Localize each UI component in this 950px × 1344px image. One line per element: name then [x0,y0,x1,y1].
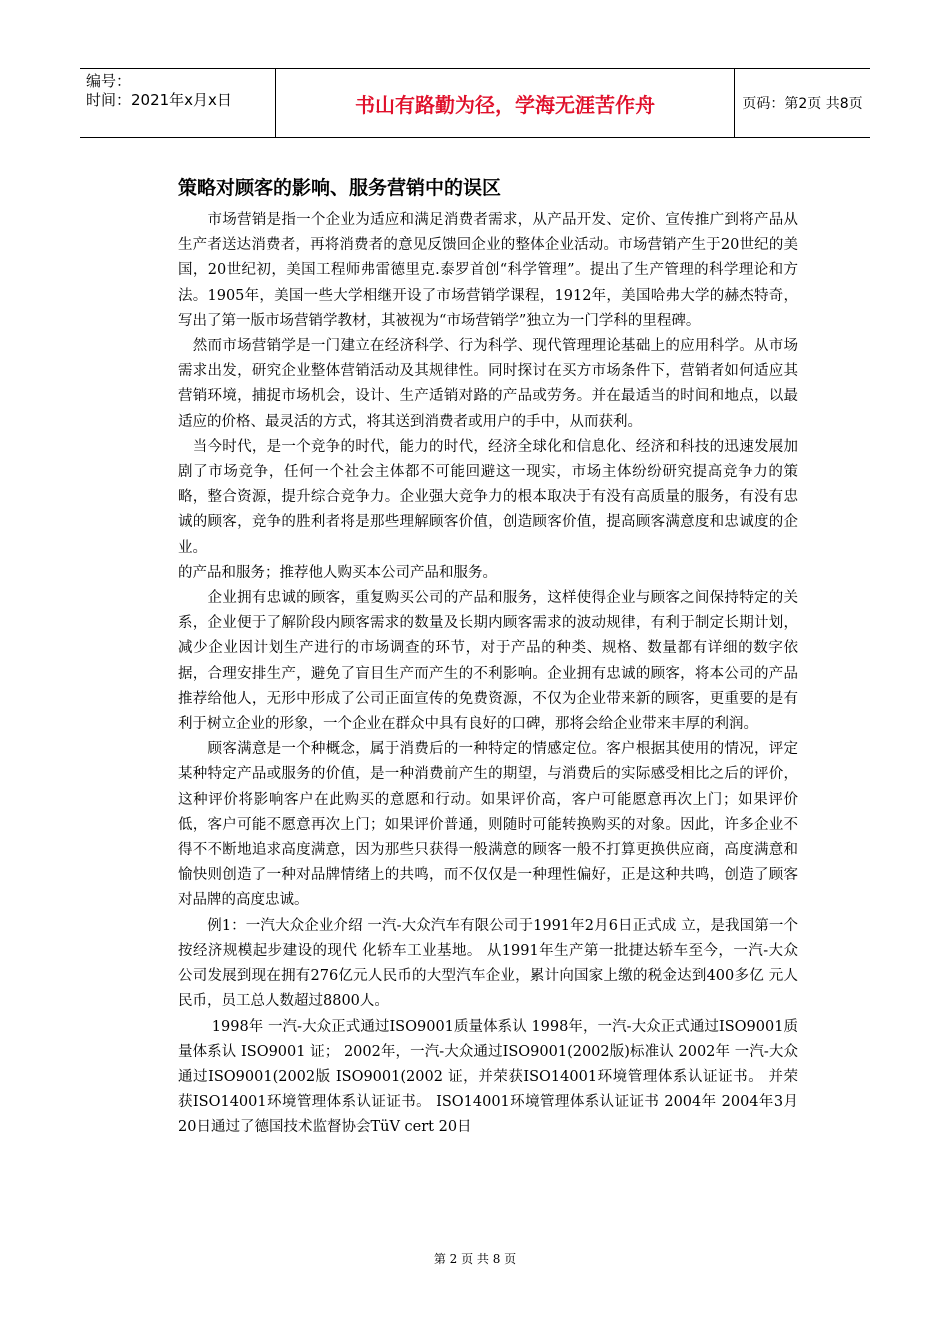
number-label: 编号： [86,72,132,90]
paragraph: 1998年 一汽-大众正式通过ISO9001质量体系认 1998年，一汽-大众正式通过ISO9001质量体系认 ISO9001 证； 2002年，一汽-大众通过ISO9001(2002版)标准认 2002年 一汽-大众通过ISO9001(2002版 ISO9001(2002 证，并荣获ISO14001环境管理体系认证证书。 并荣获ISO14001环境管理体系认证证书。 ISO14001环境管理体系认证证书 2004年 2004年3月20日通过了德国技术监督协会TüV cert 20日 [178,1018,798,1136]
paragraph: 的产品和服务；推荐他人购买本公司产品和服务。 [178,564,497,581]
paragraph: 顾客满意是一个种概念，属于消费后的一种特定的情感定位。客户根据其使用的情况，评定某种特定产品或服务的价值，是一种消费前产生的期望，与消费后的实际感受相比之后的评价，这种评价将影响客户在此购买的意愿和行动。如果评价高，客户可能愿意再次上门；如果评价低，客户可能不愿意再次上门；如果评价普通，则随时可能转换购买的对象。因此，许多企业不得不不断地追求高度满意，因为那些只获得一般满意的顾客一般不打算更换供应商，高度满意和愉快则创造了一种对品牌情绪上的共鸣，而不仅仅是一种理性偏好，正是这种共鸣，创造了顾客对品牌的高度忠诚。 [178,741,798,909]
paragraph: 企业拥有忠诚的顾客，重复购买公司的产品和服务，这样使得企业与顾客之间保持特定的关系，企业便于了解阶段内顾客需求的数量及长期内顾客需求的波动规律，有利于制定长期计划，减少企业因计划生产进行的市场调查的环节，对于产品的种类、规格、数量都有详细的数字依据，合理安排生产，避免了盲目生产而产生的不利影响。企业拥有忠诚的顾客，将本公司的产品推荐给他人，无形中形成了公司正面宣传的免费资源，不仅为企业带来新的顾客，更重要的是有利于树立企业的形象，一个企业在群众中具有良好的口碑，那将会给企业带来丰厚的利润。 [178,590,798,733]
header-motto: 书山有路勤为径，学海无涯苦作舟 [275,69,735,137]
header-table [80,68,870,138]
header-page-info: 页码：第2页 共8页 [742,96,863,112]
document-title: 策略对顾客的影响、服务营销中的误区 [178,177,502,199]
time-label: 时间：2021年x月x日 [86,91,232,109]
paragraph: 然而市场营销学是一门建立在经济科学、行为科学、现代管理理论基础上的应用科学。从市场需求出发，研究企业整体营销活动及其规律性。同时探讨在买方市场条件下，营销者如何适应其营销环境，捕捉市场机会，设计、生产适销对路的产品或劳务。并在最适当的时间和地点，以最适应的价格、最灵活的方式，将其送到消费者或用户的手中，从而获利。 [178,338,798,430]
document-body [178,208,798,1141]
paragraph: 市场营销是指一个企业为适应和满足消费者需求，从产品开发、定价、宣传推广到将产品从生产者送达消费者，再将消费者的意见反馈回企业的整体企业活动。市场营销产生于20世纪的美国，20世纪初，美国工程师弗雷德里克.泰罗首创“科学管理”。提出了生产管理的科学理论和方法。1905年，美国一些大学相继开设了市场营销学课程，1912年，美国哈弗大学的赫杰特奇，写出了第一版市场营销学教材，其被视为“市场营销学”独立为一门学科的里程碑。 [178,212,798,329]
page-footer: 第 2 页 共 8 页 [433,1252,517,1266]
paragraph: 例1：一汽大众企业介绍 一汽-大众汽车有限公司于1991年2月6日正式成 立，是我国第一个按经济规模起步建设的现代 化轿车工业基地。 从1991年生产第一批捷达轿车至今，一汽-大众 公司发展到现在拥有276亿元人民币的大型汽车企业，累计向国家上缴的税金达到400多亿 元人民币，员工总人数超过8800人。 [178,917,798,1010]
header-meta [80,69,275,137]
paragraph: 当今时代，是一个竞争的时代，能力的时代，经济全球化和信息化、经济和科技的迅速发展加剧了市场竞争，任何一个社会主体都不可能回避这一现实，市场主体纷纷研究提高竞争力的策略，整合资源，提升综合竞争力。企业强大竞争力的根本取决于有没有高质量的服务，有没有忠诚的顾客，竞争的胜利者将是那些理解顾客价值，创造顾客价值，提高顾客满意度和忠诚度的企业。 [178,438,798,556]
